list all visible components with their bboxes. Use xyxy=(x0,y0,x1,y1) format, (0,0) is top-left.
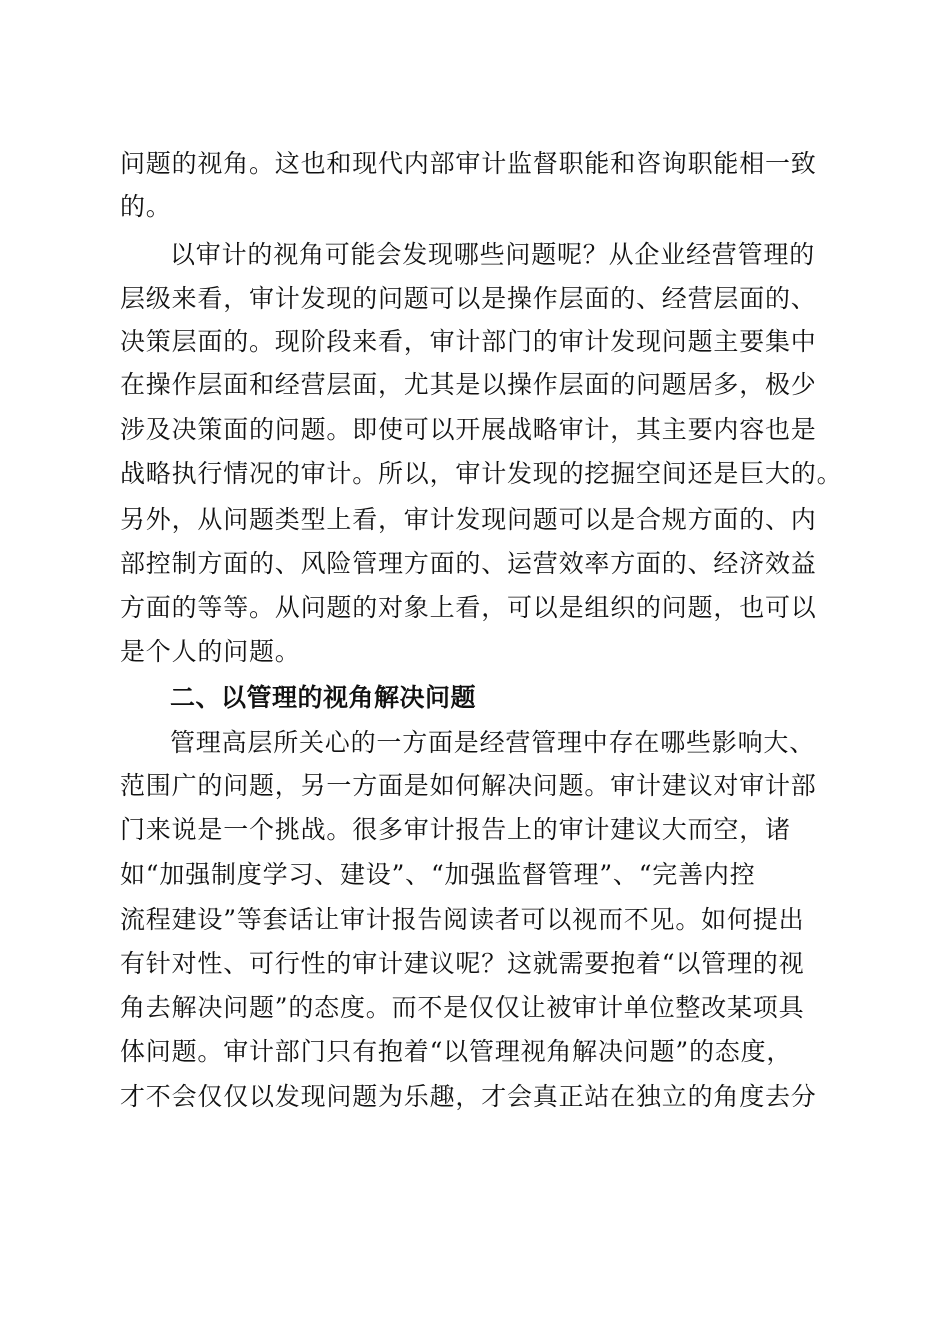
text-line: 在操作层面和经营层面，尤其是以操作层面的问题居多，极少 xyxy=(120,370,817,399)
section-heading: 二、以管理的视角解决问题 xyxy=(170,683,477,712)
text-line: 门来说是一个挑战。很多审计报告上的审计建议大而空，诸 xyxy=(120,815,791,844)
text-line: 决策层面的。现阶段来看，审计部门的审计发现问题主要集中 xyxy=(120,327,817,356)
text-line: 是个人的问题。 xyxy=(120,637,301,666)
text-line: 涉及决策面的问题。即使可以开展战略审计，其主要内容也是 xyxy=(120,415,817,444)
text-line: 层级来看，审计发现的问题可以是操作层面的、经营层面的、 xyxy=(120,284,817,313)
text-line: 方面的等等。从问题的对象上看，可以是组织的问题，也可以 xyxy=(120,593,817,622)
text-line: 有针对性、可行性的审计建议呢？这就需要抱着“以管理的视 xyxy=(120,949,805,978)
text-line: 角去解决问题”的态度。而不是仅仅让被审计单位整改某项具 xyxy=(120,993,805,1022)
text-line: 的。 xyxy=(120,192,172,221)
text-line: 才不会仅仅以发现问题为乐趣，才会真正站在独立的角度去分 xyxy=(120,1082,817,1111)
text-line: 体问题。审计部门只有抱着“以管理视角解决问题”的态度， xyxy=(120,1037,793,1066)
text-line: 以审计的视角可能会发现哪些问题呢？从企业经营管理的 xyxy=(170,240,816,269)
text-line: 如“加强制度学习、建设”、“加强监督管理”、“完善内控 xyxy=(120,860,756,889)
text-line: 流程建设”等套话让审计报告阅读者可以视而不见。如何提出 xyxy=(120,905,805,934)
text-line: 管理高层所关心的一方面是经营管理中存在哪些影响大、 xyxy=(170,728,816,757)
text-line: 范围广的问题，另一方面是如何解决问题。审计建议对审计部 xyxy=(120,771,817,800)
text-line: 另外，从问题类型上看，审计发现问题可以是合规方面的、内 xyxy=(120,505,817,534)
text-line: 问题的视角。这也和现代内部审计监督职能和咨询职能相一致 xyxy=(120,149,817,178)
text-line: 战略执行情况的审计。所以，审计发现的挖掘空间还是巨大的。 xyxy=(120,459,843,488)
text-line: 部控制方面的、风险管理方面的、运营效率方面的、经济效益 xyxy=(120,549,817,578)
